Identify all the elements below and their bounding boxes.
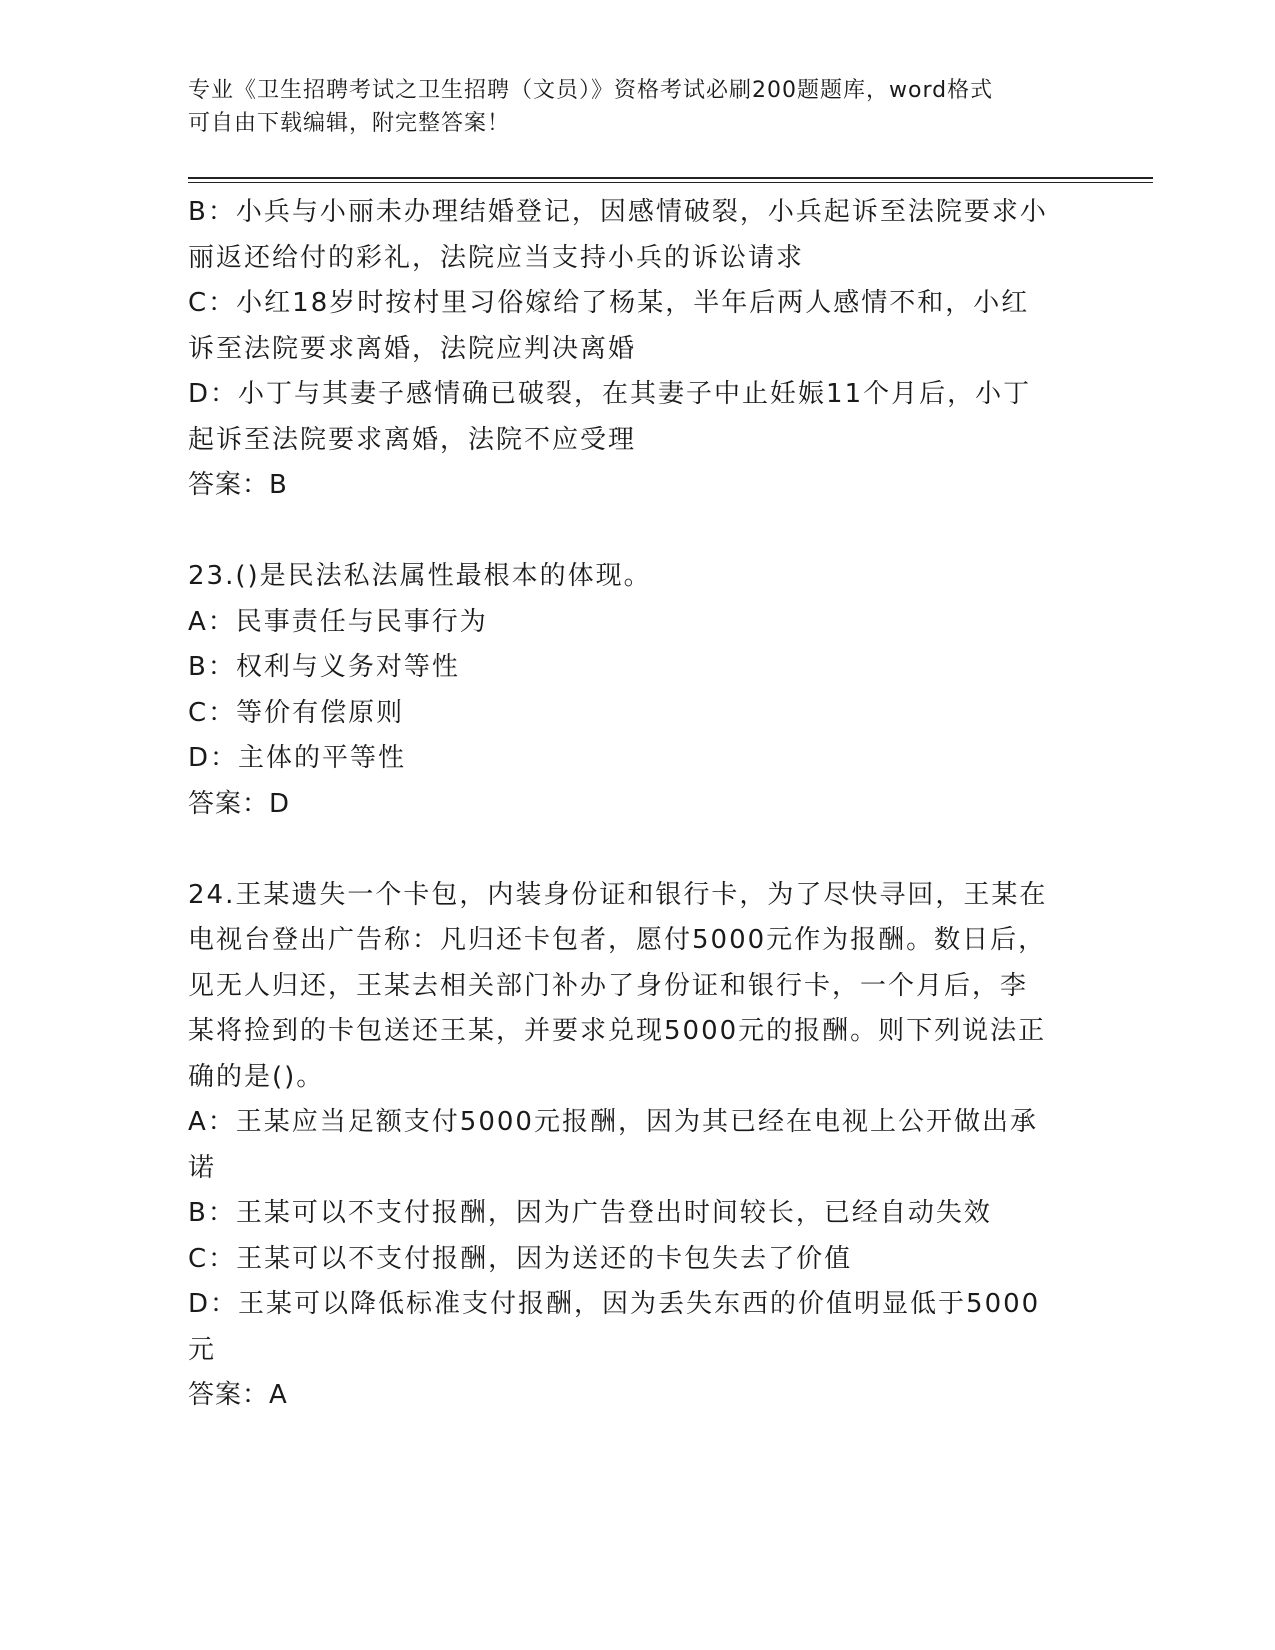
option-c: C：等价有偿原则 — [188, 697, 405, 728]
option-d-line-2: 元 — [188, 1334, 217, 1365]
option-d-line-1: D：王某可以降低标准支付报酬，因为丢失东西的价值明显低于5000 — [188, 1289, 1041, 1319]
question-spacer — [188, 509, 1078, 555]
header-title-line-2: 可自由下载编辑，附完整答案！ — [188, 111, 511, 136]
option-a-line-1: A：王某应当足额支付5000元报酬，因为其已经在电视上公开做出承 — [188, 1107, 1038, 1137]
option-b-line-1: B：小兵与小丽未办理结婚登记，因感情破裂，小兵起诉至法院要求小 — [188, 197, 1048, 227]
answer-line: 答案：B — [188, 470, 288, 500]
question-spacer — [188, 827, 1078, 873]
header-divider-thick — [188, 177, 1153, 179]
answer-line: 答案：D — [188, 788, 291, 819]
option-c-line-2: 诉至法院要求离婚，法院应判决离婚 — [188, 333, 637, 364]
question-23 — [188, 554, 1078, 827]
header-divider-thin — [188, 182, 1153, 183]
question-stem-line-4: 某将捡到的卡包送还王某，并要求兑现5000元的报酬。则下列说法正 — [188, 1016, 1047, 1046]
question-stem-line-5: 确的是()。 — [188, 1061, 325, 1092]
question-stem-line-3: 见无人归还，王某去相关部门补办了身份证和银行卡，一个月后，李 — [188, 970, 1029, 1001]
document-body — [188, 190, 1078, 1419]
question-stem-line-1: 24.王某遗失一个卡包，内装身份证和银行卡，为了尽快寻回，王某在 — [188, 879, 1048, 910]
option-c: C：王某可以不支付报酬，因为送还的卡包失去了价值 — [188, 1243, 853, 1274]
option-d-line-2: 起诉至法院要求离婚，法院不应受理 — [188, 424, 637, 455]
question-stem: 23.()是民法私法属性最根本的体现。 — [188, 561, 652, 591]
option-b: B：王某可以不支付报酬，因为广告登出时间较长，已经自动失效 — [188, 1198, 992, 1228]
question-24 — [188, 873, 1078, 1419]
option-a: A：民事责任与民事行为 — [188, 606, 488, 637]
option-b: B：权利与义务对等性 — [188, 652, 460, 682]
question-22 — [188, 190, 1078, 509]
option-d-line-1: D：小丁与其妻子感情确已破裂，在其妻子中止妊娠11个月后，小丁 — [188, 379, 1032, 409]
document-header — [188, 74, 1068, 140]
header-title-line-1: 专业《卫生招聘考试之卫生招聘（文员）》资格考试必刷200题题库，word格式 — [188, 78, 994, 103]
option-c-line-1: C：小红18岁时按村里习俗嫁给了杨某，半年后两人感情不和，小红 — [188, 288, 1030, 318]
option-d: D：主体的平等性 — [188, 743, 407, 773]
option-b-line-2: 丽返还给付的彩礼，法院应当支持小兵的诉讼请求 — [188, 242, 805, 273]
option-a-line-2: 诺 — [188, 1152, 217, 1183]
question-stem-line-2: 电视台登出广告称：凡归还卡包者，愿付5000元作为报酬。数日后， — [188, 925, 1047, 955]
answer-line: 答案：A — [188, 1380, 288, 1410]
